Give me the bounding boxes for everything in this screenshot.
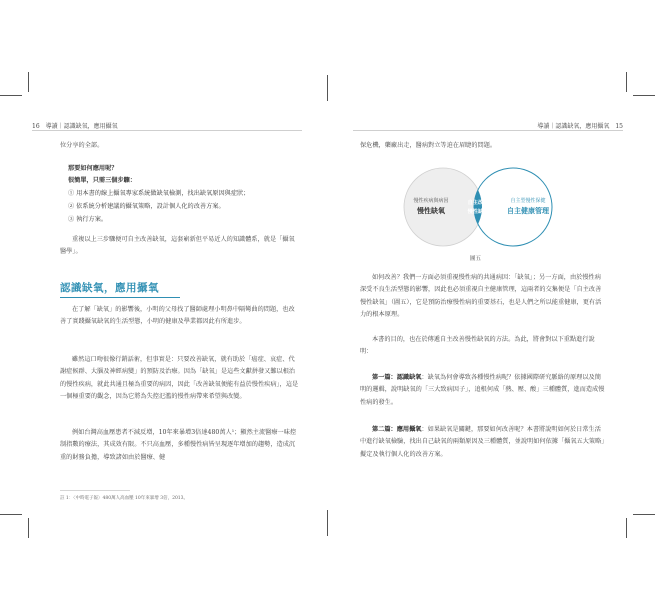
paragraph: 如何改善？我們一方面必須重視慢性病的共通病因：「缺氧」；另一方面，由於慢性病深受不良生活型態的影響，因此也必須重視自主健康管理，這兩者的交集便是「自主改善慢性缺氧」（圖五），它是預防治療慢性病的重要基石，也是人們之所以能重健康，更有活力的根本原理。 <box>360 274 602 319</box>
right-page <box>328 0 655 609</box>
step-item: ② 依系統分析建議的攝氧策略，設計個人化的改善方案。 <box>68 203 225 210</box>
header-rule <box>353 130 623 131</box>
section-rule <box>60 297 180 298</box>
outline-item <box>360 424 605 461</box>
paragraph: 重複以上三步驟便可自主改善缺氧，這套嶄新但平易近人的知識體系，就是「攝氧醫學」。 <box>60 236 295 256</box>
outline-item-text: ：如果缺氧是關鍵，那要如何改善呢？本書將說明如何於日常生活中進行缺氧檢驗，找出自己缺氧的兩類原因及三種體質，並說明如何依據「攝氧五大策略」擬定及執行個人化的改善方案。 <box>360 426 605 458</box>
step-item: ③ 執行方案。 <box>68 216 108 223</box>
outline-item-text: ：缺氧為何會導致各種慢性病呢？依據國際研究脈絡的原理以及簡明的邏輯，說明缺氧的「三大致病因子」，追根何成「熱、壓、酸」三種體質，進而造成慢性病的發生。 <box>360 374 605 406</box>
outline-item-label: 第一篇：認識缺氧 <box>372 374 422 381</box>
page-header: 導讀｜認識缺氧，應用攝氧 15 <box>537 123 623 130</box>
venn-diagram <box>383 165 573 249</box>
figure-caption: 圖五 <box>470 256 482 262</box>
overlap-label-line2: 慢性缺氧 <box>467 209 489 215</box>
right-circle-label-small: 自主型慢性保健 <box>510 198 546 204</box>
intro-text: 位分享的全部。 <box>60 142 104 149</box>
left-circle-label-small: 慢性疾病與病因 <box>413 198 449 204</box>
paragraph: 本書的目的，也在於傳遞自主改善慢性缺氧的方法。為此，將會對以下重點進行說明： <box>360 336 595 356</box>
paragraph: 在了解「缺氧」的影響後，小明的父母找了醫師處理小明鼻中隔彎曲的問題，也改善了實踐攝氧缺氧的生活型態，小明的健康及學業都因此有所進步。 <box>60 306 295 326</box>
section-title: 認識缺氧，應用攝氧 <box>60 282 159 294</box>
footnote-rule <box>60 490 130 491</box>
intro-text: 保危機，藥廠出走，醫病對立等迫在眉睫的問題。 <box>360 142 497 149</box>
header-rule <box>32 130 302 131</box>
outline-item-label: 第二篇：應用攝氧 <box>372 426 422 433</box>
page-header: 16 導讀｜認識缺氧，應用攝氧 <box>32 123 118 130</box>
box-subtitle: 很簡單，只需三個步驟： <box>68 177 137 184</box>
outline-item <box>360 372 605 409</box>
left-page <box>0 0 327 609</box>
right-circle-label-big: 自主健康管理 <box>507 207 549 215</box>
left-circle-label-big: 慢性缺氧 <box>417 207 445 215</box>
footnote: 註 1：〈中時電子報〉480萬人高血壓 10年來暴增 3倍，2013。 <box>60 496 189 501</box>
paragraph: 雖然這口吻很像行銷話術，但事實是：只要改善缺氧，就有助於「癌症、哀症、代謝症候群、大腦及神經病變」的預防及治療。因為「缺氧」是這些文獻拼發又難以根治的慢性疾病，就此共通且極為重要的病因，因此「改善缺氧便能有益於慢性疾病」，這是一個極重要的觀念，因為它將為失控氾濫的慢性病帶來希望與改變。 <box>60 356 299 401</box>
paragraph: 例如台灣高血壓患者不減反增，10年來暴增3倍達480萬人¹；顯然主流醫療一味控制指數的療法，其成效有限。不只高血壓，多種慢性病皆呈現逐年增加的趨勢，造成沉重的財務負擔，導致諸如由於醫療、健 <box>60 429 297 461</box>
step-item: ① 用本書的線上攝氧專家系統做缺氧檢測，找出缺氧原因與症狀； <box>68 190 250 197</box>
box-title: 那要如何應用呢？ <box>68 165 118 172</box>
overlap-label-line1: 自主改善 <box>467 200 489 206</box>
